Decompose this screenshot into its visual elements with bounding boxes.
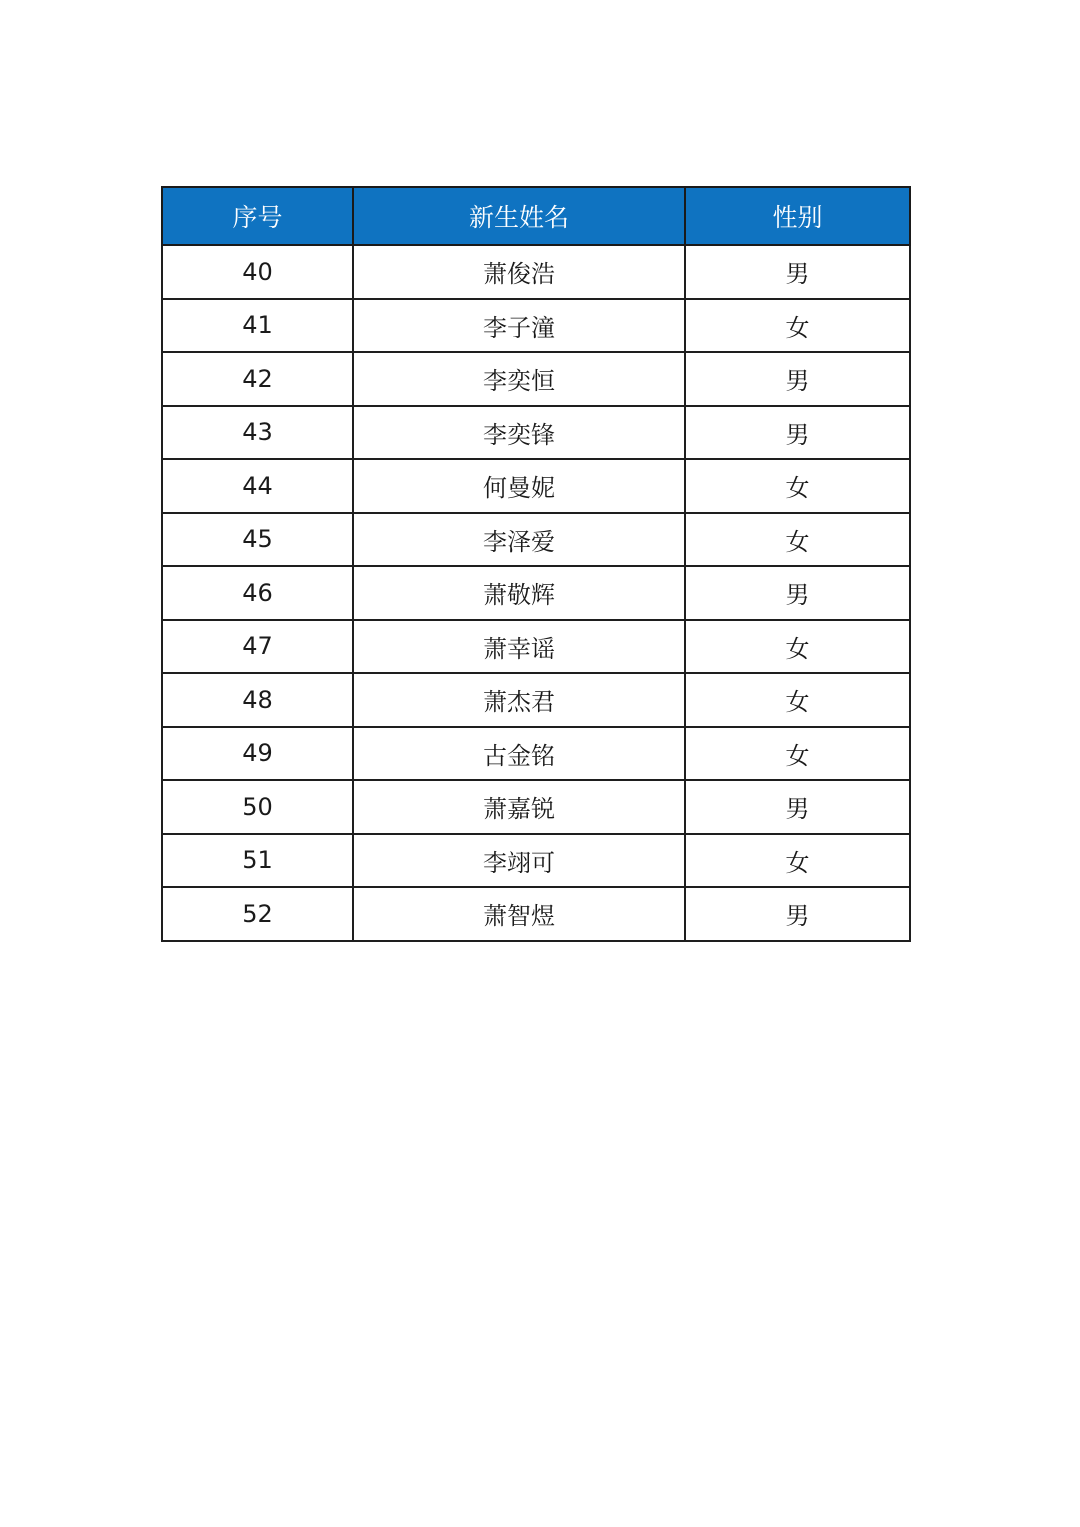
cell-number: 49 [162,727,353,781]
table-row [162,780,910,834]
header-number: 序号 [162,187,353,245]
cell-number: 43 [162,406,353,460]
table-row [162,887,910,941]
cell-number: 40 [162,245,353,299]
cell-name: 萧杰君 [353,673,685,727]
header-row [162,187,910,245]
cell-number: 48 [162,673,353,727]
table-row [162,673,910,727]
cell-gender: 男 [685,245,910,299]
cell-name: 李子潼 [353,299,685,353]
table-row [162,245,910,299]
cell-gender: 男 [685,780,910,834]
cell-number: 41 [162,299,353,353]
table-header [162,187,910,245]
table-row [162,459,910,513]
table-row [162,834,910,888]
table-row [162,620,910,674]
cell-gender: 男 [685,887,910,941]
cell-name: 李奕锋 [353,406,685,460]
table-body [162,245,910,941]
cell-name: 何曼妮 [353,459,685,513]
cell-number: 47 [162,620,353,674]
cell-number: 45 [162,513,353,567]
cell-name: 萧俊浩 [353,245,685,299]
cell-gender: 女 [685,299,910,353]
cell-name: 萧智煜 [353,887,685,941]
cell-name: 古金铭 [353,727,685,781]
cell-name: 李奕恒 [353,352,685,406]
cell-gender: 男 [685,352,910,406]
cell-gender: 女 [685,673,910,727]
cell-gender: 女 [685,513,910,567]
cell-gender: 男 [685,566,910,620]
cell-gender: 男 [685,406,910,460]
cell-name: 李翊可 [353,834,685,888]
table-row [162,406,910,460]
header-name: 新生姓名 [353,187,685,245]
table-row [162,352,910,406]
cell-number: 50 [162,780,353,834]
cell-name: 萧嘉锐 [353,780,685,834]
cell-number: 51 [162,834,353,888]
header-gender: 性别 [685,187,910,245]
cell-gender: 女 [685,459,910,513]
table-row [162,727,910,781]
cell-name: 萧敬辉 [353,566,685,620]
cell-number: 42 [162,352,353,406]
cell-name: 李泽爱 [353,513,685,567]
cell-gender: 女 [685,620,910,674]
cell-number: 44 [162,459,353,513]
cell-number: 46 [162,566,353,620]
table-row [162,566,910,620]
cell-gender: 女 [685,727,910,781]
cell-gender: 女 [685,834,910,888]
table-row [162,299,910,353]
student-roster-table [161,186,911,942]
table-row [162,513,910,567]
cell-name: 萧幸谣 [353,620,685,674]
cell-number: 52 [162,887,353,941]
